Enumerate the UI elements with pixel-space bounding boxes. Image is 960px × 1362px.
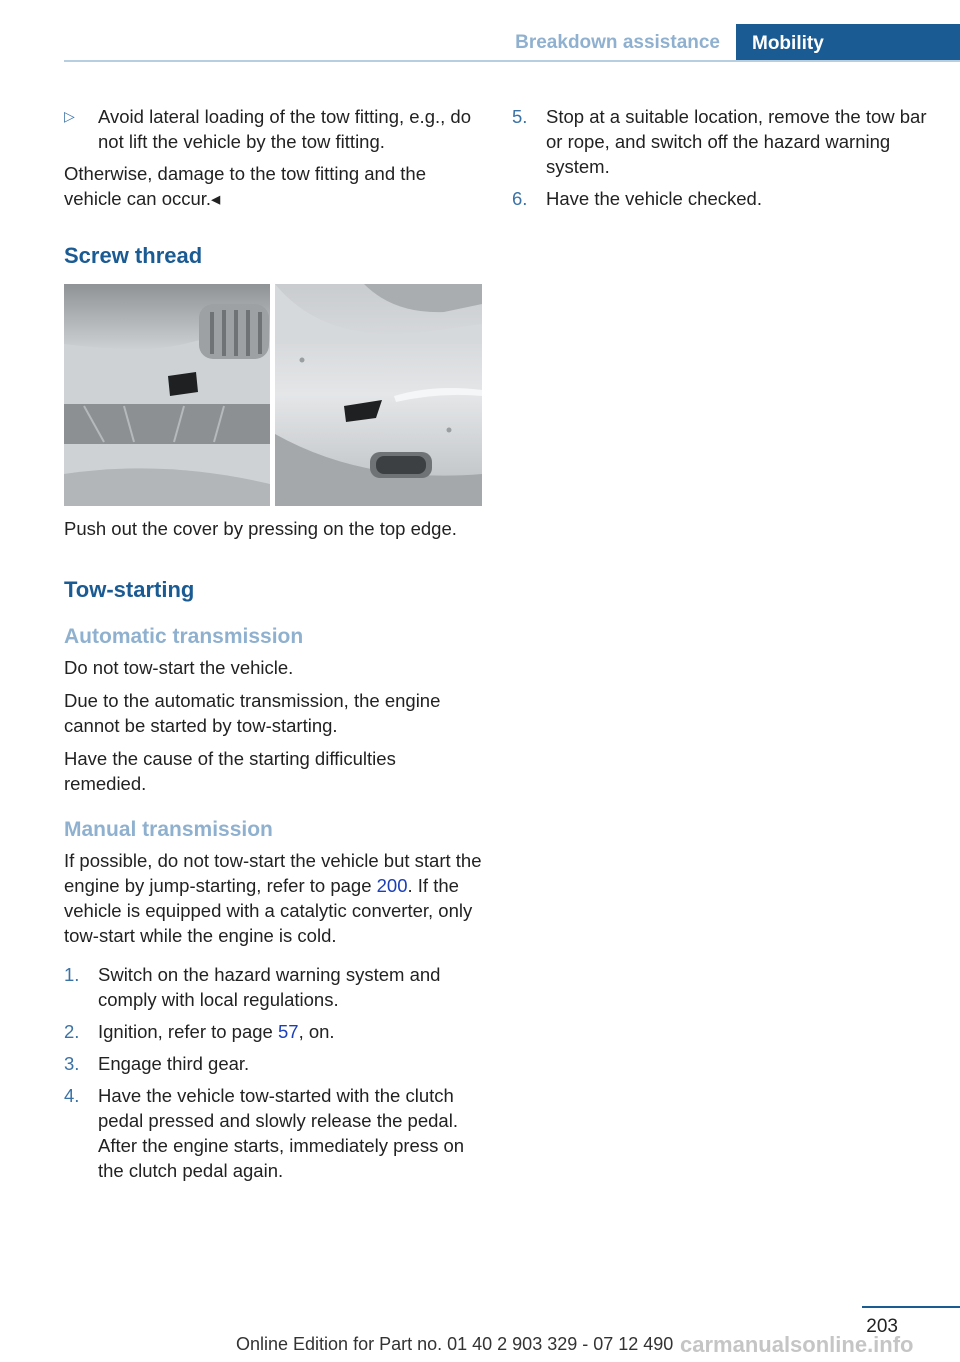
- step-number: 3.: [64, 1053, 80, 1074]
- header-divider: [64, 60, 960, 62]
- manual-paragraph-1: [64, 848, 482, 948]
- manual-transmission-heading: Manual transmission: [64, 818, 273, 841]
- step-text: Switch on the hazard warning system and comply with local regulations.: [98, 964, 441, 1010]
- watermark: carmanualsonline.info: [680, 1332, 914, 1357]
- step-text: Have the vehicle tow-started with the clutch pedal pressed and slowly release the pedal. After the engine starts, immediately press on the clutch pedal again.: [98, 1085, 465, 1181]
- left-column-lower: [64, 516, 482, 1190]
- automatic-transmission-heading: Automatic transmission: [64, 625, 304, 648]
- page-link-57[interactable]: 57: [277, 1021, 299, 1042]
- left-column: [64, 104, 482, 269]
- triangle-bullet-icon: ▷: [64, 108, 75, 124]
- list-item: [512, 186, 932, 211]
- page-link-200[interactable]: 200: [376, 875, 408, 896]
- bullet-item: [64, 104, 482, 154]
- auto-paragraph-2: Due to the automatic transmission, the engine cannot be started by tow-starting.: [64, 690, 441, 736]
- tow-start-steps: [64, 962, 482, 1183]
- step-number: 5.: [512, 106, 528, 127]
- auto-paragraph-3: Have the cause of the starting difficulties remedied.: [64, 748, 396, 794]
- right-column: [512, 104, 932, 218]
- step-number: 2.: [64, 1021, 80, 1042]
- screw-thread-caption: Push out the cover by pressing on the top edge.: [64, 518, 457, 539]
- auto-paragraph-1: Do not tow-start the vehicle.: [64, 657, 294, 678]
- warning-text: Otherwise, damage to the tow fitting and the vehicle can occur.◂: [64, 163, 426, 209]
- step-text: Engage third gear.: [98, 1053, 250, 1074]
- screw-thread-heading: Screw thread: [64, 243, 203, 268]
- step-text: Stop at a suitable location, remove the tow bar or rope, and switch off the hazard warning system.: [546, 106, 927, 177]
- list-item: [64, 1019, 482, 1044]
- step-number: 6.: [512, 188, 528, 209]
- bullet-text: Avoid lateral loading of the tow fitting, e.g., do not lift the vehicle by the tow fitting.: [98, 106, 471, 152]
- manual-p1-text: If possible, do not tow-start the vehicle but start the engine by jump-starting, refer to page: [64, 850, 482, 896]
- edition-text: Online Edition for Part no. 01 40 2 903 329 - 07 12 490: [236, 1334, 674, 1354]
- step-number: 4.: [64, 1085, 80, 1106]
- tow-fitting-cover-photo: [64, 284, 482, 506]
- list-item: [64, 1051, 482, 1076]
- page-number: 203: [866, 1316, 898, 1337]
- list-item: [64, 962, 482, 1012]
- list-item: [512, 104, 932, 179]
- list-item: [64, 1083, 482, 1183]
- step-text: [98, 1019, 335, 1044]
- manual-p1-end: .: [407, 875, 413, 896]
- step-number: 1.: [64, 964, 80, 985]
- step-text-b: , on.: [298, 1021, 335, 1042]
- footer-divider: [862, 1306, 960, 1308]
- header-section-title: Breakdown assistance: [515, 32, 720, 53]
- step-text-a: Ignition, refer to page: [98, 1021, 273, 1042]
- header-chapter-tab: Mobility: [736, 24, 960, 62]
- tow-starting-heading: Tow-starting: [64, 577, 195, 602]
- manual-paragraph-2: If the vehicle is equipped with a catalytic converter, only tow-start while the engine is cold.: [64, 875, 473, 946]
- step-text: Have the vehicle checked.: [546, 188, 762, 209]
